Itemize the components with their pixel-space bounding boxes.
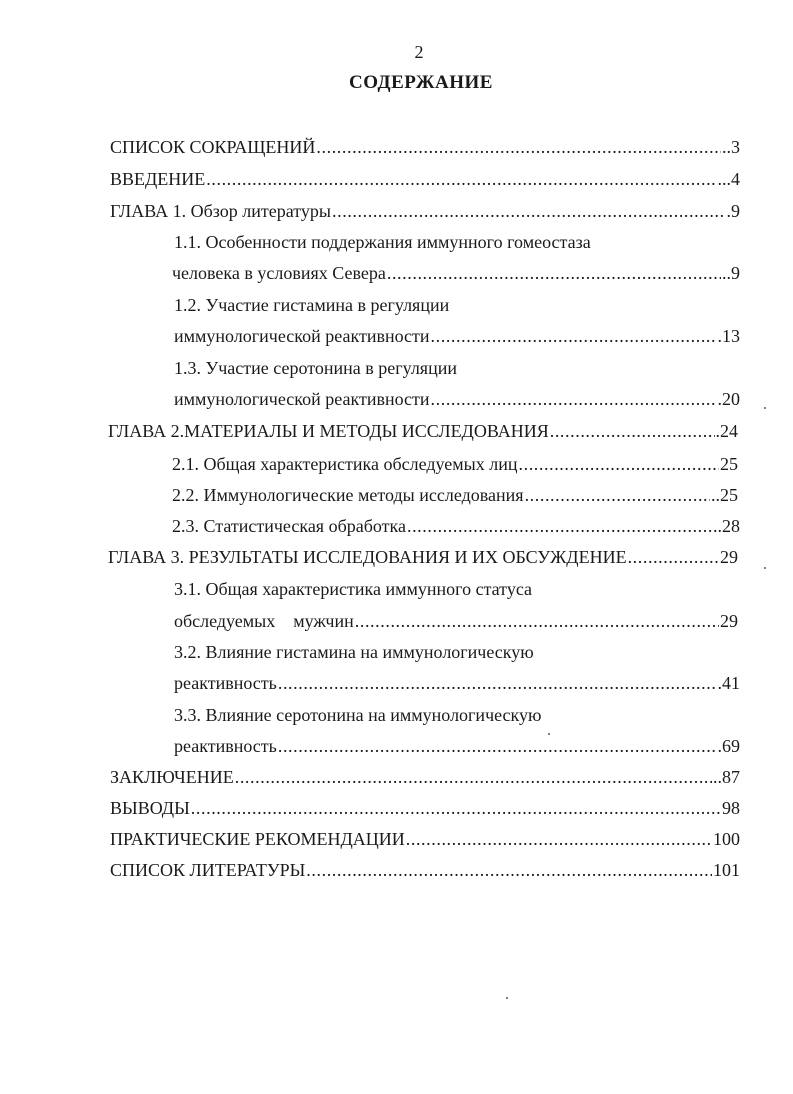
toc-page: .20 [717, 389, 740, 409]
toc-entry-2-2 [172, 484, 738, 506]
toc-label: 2.3. Статистическая обработка [172, 516, 406, 536]
toc-entry-findings [110, 797, 740, 819]
toc-page: ..87 [713, 767, 740, 787]
toc-page: ..25 [711, 485, 738, 505]
toc-entry-1-1-line1: 1.1. Особенности поддержания иммунного гомеостаза [174, 232, 591, 252]
toc-entry-1-2 [174, 325, 740, 347]
toc-entry-conclusion [110, 766, 740, 788]
toc-page: .24 [715, 421, 738, 441]
toc-entry-3-1-line1: 3.1. Общая характеристика иммунного статуса [174, 579, 533, 599]
toc-label: реактивность [174, 673, 277, 693]
toc-entry-chapter-3 [108, 546, 738, 568]
scan-speck [506, 997, 508, 999]
toc-entry-intro [110, 168, 740, 190]
scan-speck [764, 567, 766, 569]
toc-page: ..3 [722, 137, 740, 157]
scan-speck [764, 407, 766, 409]
toc-entry-3-1 [174, 610, 738, 632]
toc-label: СПИСОК ЛИТЕРАТУРЫ [110, 860, 306, 880]
toc-page: 29 [720, 611, 738, 631]
toc-page: .69 [717, 736, 740, 756]
toc-label: иммунологической реактивности [174, 389, 430, 409]
toc-entry-3-3-line1: 3.3. Влияние серотонина на иммунологическую [174, 705, 542, 725]
toc-page: .41 [717, 673, 740, 693]
toc-label: 2.1. Общая характеристика обследуемых лиц [172, 454, 518, 474]
toc-label: ЗАКЛЮЧЕНИЕ [110, 767, 234, 787]
scan-speck [548, 733, 550, 735]
toc-label: СПИСОК СОКРАЩЕНИЙ [110, 137, 316, 157]
toc-entry-1-2-line1: 1.2. Участие гистамина в регуляции [174, 295, 450, 315]
toc-label: человека в условиях Севера [172, 263, 386, 283]
toc-label: ГЛАВА 3. РЕЗУЛЬТАТЫ ИССЛЕДОВАНИЯ И ИХ ОБСУЖДЕНИЕ [108, 547, 627, 567]
toc-page: 101 [713, 860, 740, 880]
toc-page: ..9 [722, 263, 740, 283]
toc-entry-recommendations [110, 828, 740, 850]
toc-entry-2-1 [172, 453, 738, 475]
toc-entry-abbreviations [110, 136, 740, 158]
toc-label: ГЛАВА 2.МАТЕРИАЛЫ И МЕТОДЫ ИССЛЕДОВАНИЯ [108, 421, 549, 441]
toc-page: 29 [720, 547, 738, 567]
toc-label: ВЫВОДЫ [110, 798, 190, 818]
toc-page: 98 [722, 798, 740, 818]
toc-entry-chapter-2 [108, 420, 738, 442]
toc-label: ВВЕДЕНИЕ [110, 169, 206, 189]
toc-entry-3-3 [174, 735, 740, 757]
toc-page: ...4 [717, 169, 740, 189]
toc-label: ПРАКТИЧЕСКИЕ РЕКОМЕНДАЦИИ [110, 829, 405, 849]
page-title: СОДЕРЖАНИЕ [349, 72, 493, 93]
toc-label: реактивность [174, 736, 277, 756]
toc-page: .28 [717, 516, 740, 536]
toc-label: обследуемых мужчин [174, 611, 354, 631]
toc-label: ГЛАВА 1. Обзор литературы [110, 201, 332, 221]
toc-page: 100 [713, 829, 740, 849]
toc-entry-1-3-line1: 1.3. Участие серотонина в регуляции [174, 358, 457, 378]
toc-entry-references [110, 859, 740, 881]
toc-page: .13 [717, 326, 740, 346]
page-number: 2 [414, 42, 424, 62]
toc-entry-3-2-line1: 3.2. Влияние гистамина на иммунологическую [174, 642, 534, 662]
toc-entry-1-1 [172, 262, 740, 284]
toc-entry-1-3 [174, 388, 740, 410]
toc-page: 25 [720, 454, 738, 474]
toc-page: .9 [726, 201, 740, 221]
toc-label: 2.2. Иммунологические методы исследования [172, 485, 524, 505]
toc-entry-chapter-1 [110, 200, 740, 222]
toc-entry-3-2 [174, 672, 740, 694]
toc-entry-2-3 [172, 515, 740, 537]
toc-label: иммунологической реактивности [174, 326, 430, 346]
